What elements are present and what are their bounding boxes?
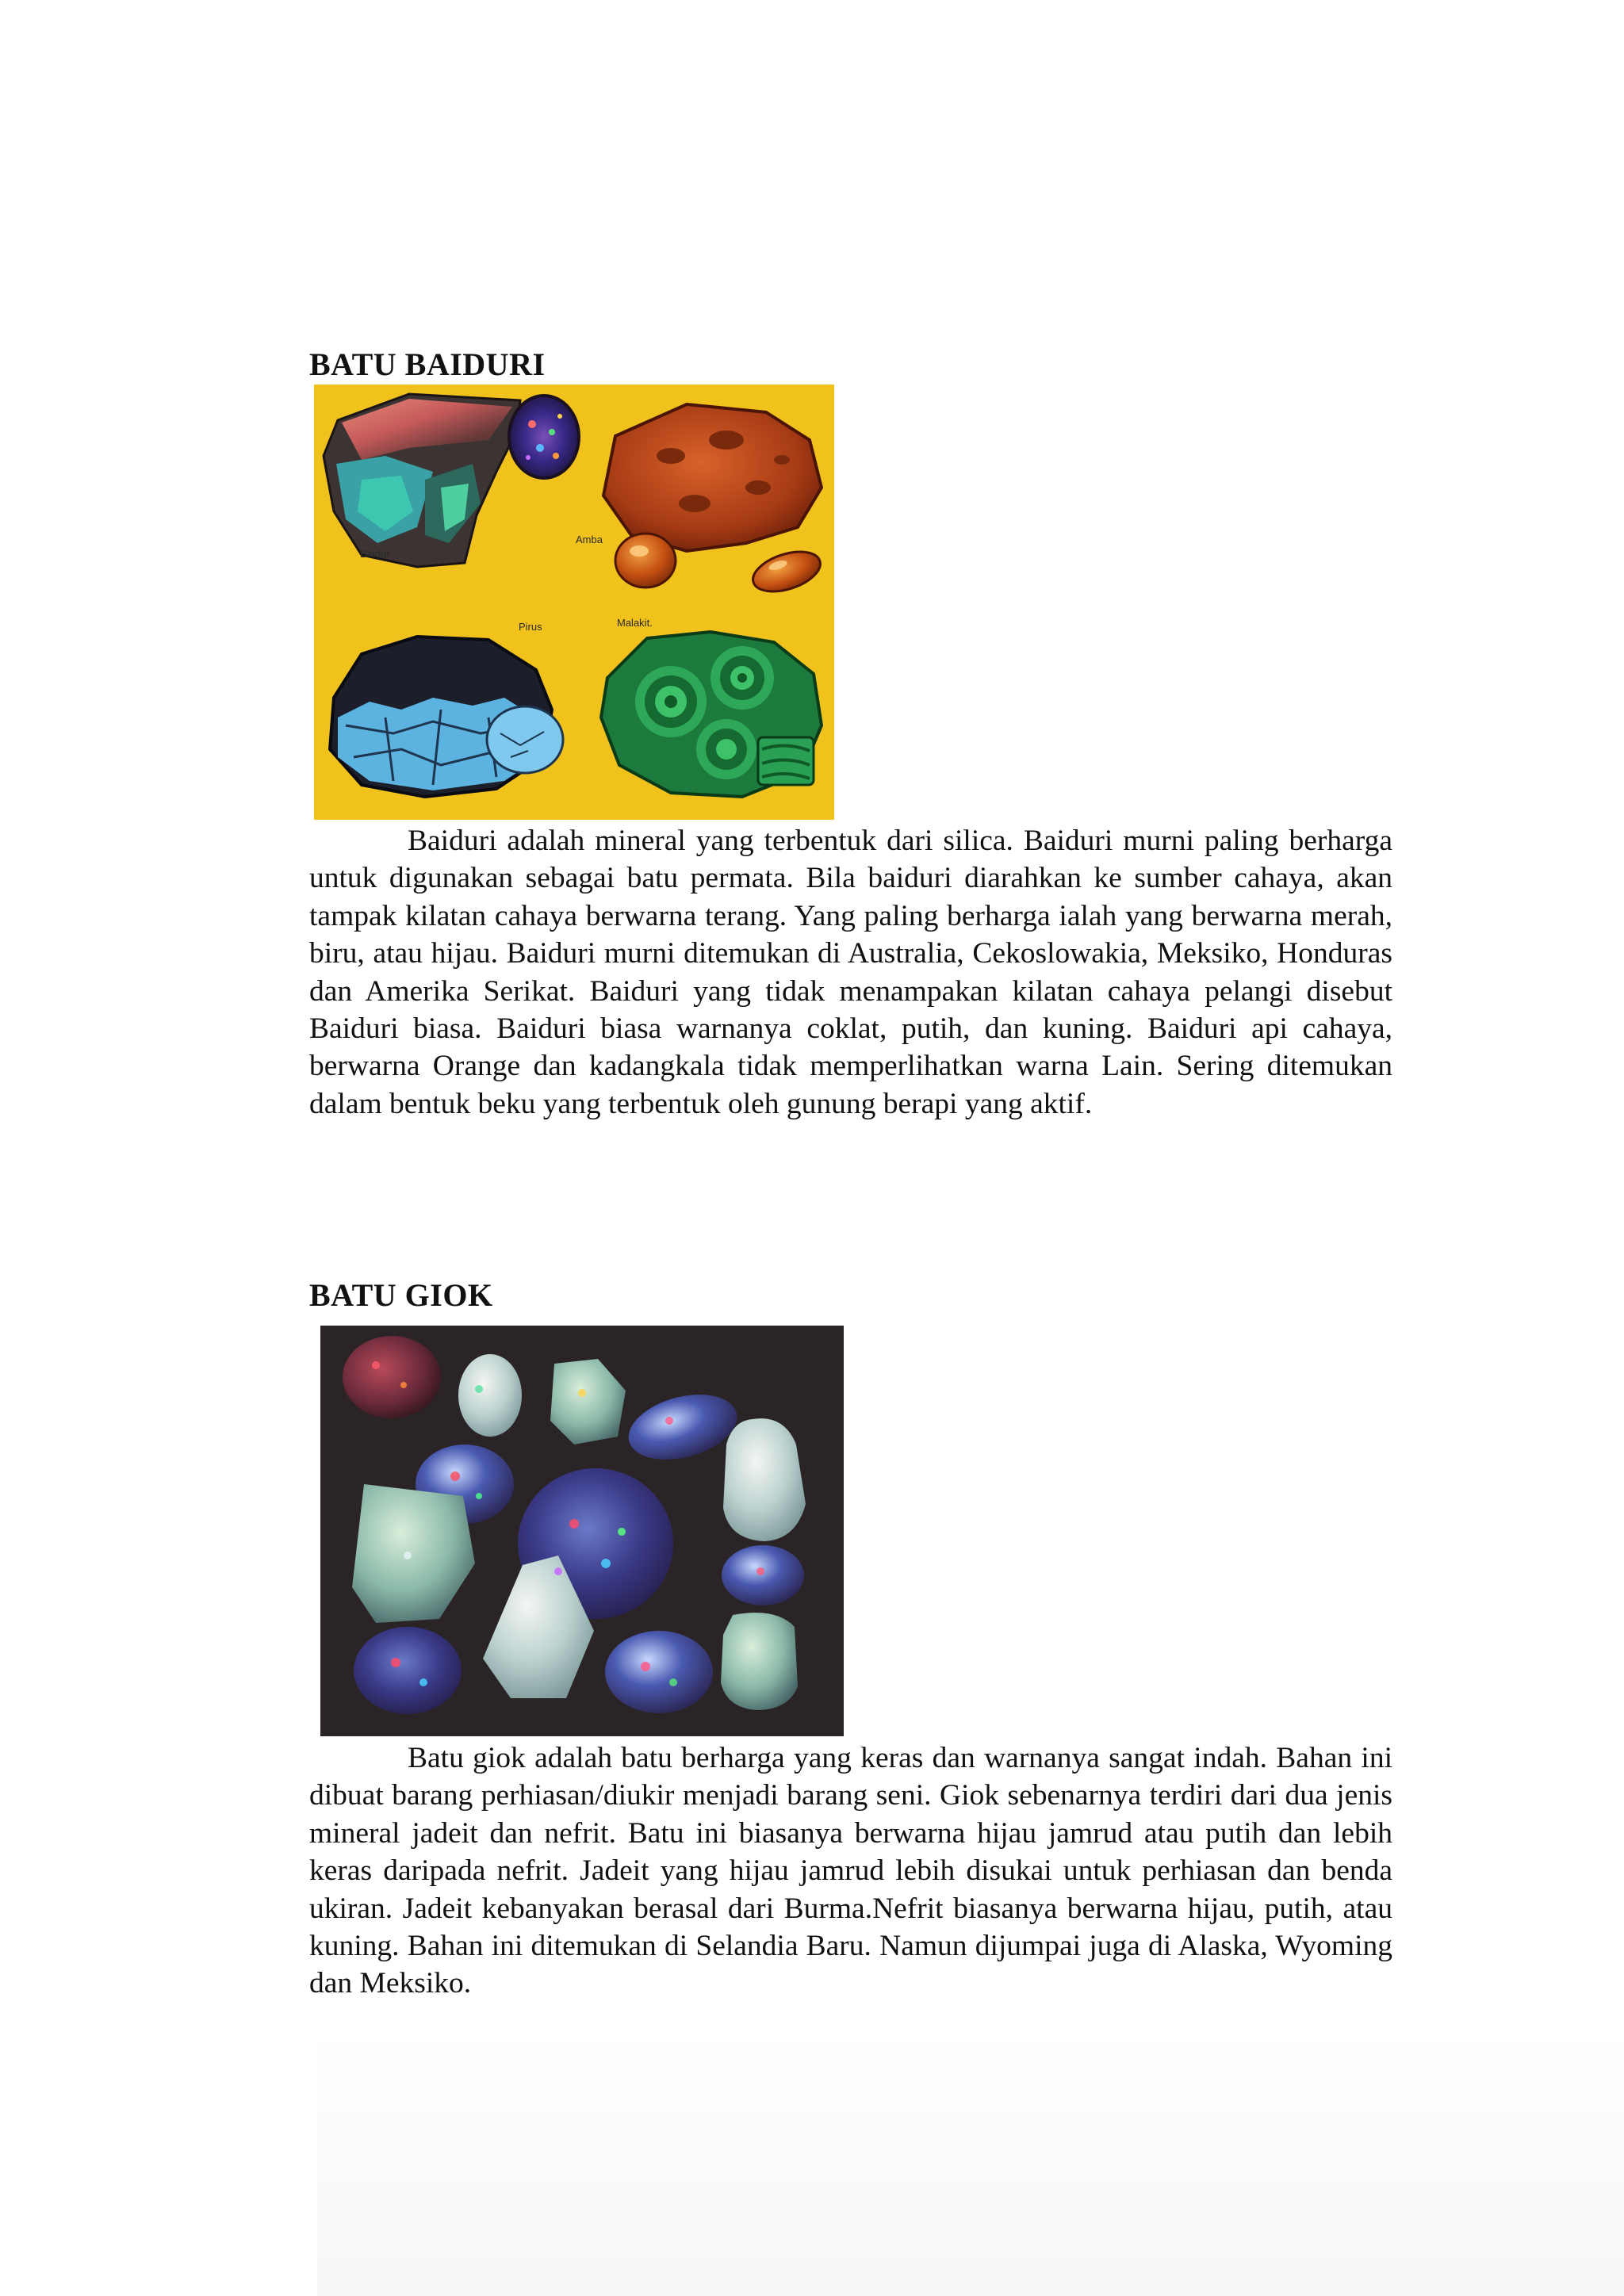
- figure-label-baiduri: Baidur: [360, 548, 390, 560]
- section-heading-baiduri: BATU BAIDURI: [309, 346, 546, 382]
- figure-label-amber: Amba: [576, 534, 603, 545]
- gemstone-illustration-figure: [314, 385, 834, 820]
- paragraph-baiduri: Baiduri adalah mineral yang terbentuk dari silica. Baiduri murni paling berharga untuk digunakan sebagai batu permata. Bila baiduri diarahkan ke sumber cahaya, akan tampak kilatan cahaya berwarna terang. Yang paling berharga ialah yang berwarna merah, biru, atau hijau. Baiduri murni ditemukan di Australia, Cekoslowakia, Meksiko, Honduras dan Amerika Serikat. Baiduri yang tidak menampakan kilatan cahaya pelangi disebut Baiduri biasa. Baiduri biasa warnanya coklat, putih, dan kuning. Baiduri api cahaya, berwarna Orange dan kadangkala tidak memperlihatkan warna Lain. Sering ditemukan dalam bentuk beku yang terbentuk oleh gunung berapi yang aktif.: [309, 825, 1392, 1120]
- opal-gems-photo-figure: [320, 1326, 844, 1736]
- figure-label-malakit: Malakit.: [617, 617, 653, 629]
- figure-label-pirus: Pirus: [519, 621, 542, 633]
- malachite-rock-icon: [601, 632, 822, 797]
- opal-cabochon-icon: [509, 396, 579, 478]
- page-shadow: [317, 2030, 1624, 2296]
- amber-rock-icon: [603, 404, 822, 551]
- section-heading-giok: BATU GIOK: [309, 1277, 493, 1313]
- paragraph-giok: Batu giok adalah batu berharga yang keras dan warnanya sangat indah. Bahan ini dibuat barang perhiasan/diukir menjadi barang seni. Giok sebenarnya terdiri dari dua jenis mineral jadeit dan nefrit. Batu ini biasanya berwarna hijau jamrud atau putih dan lebih keras daripada nefrit. Jadeit yang hijau jamrud lebih disukai untuk perhiasan dan benda ukiran. Jadeit kebanyakan berasal dari Burma.Nefrit biasanya berwarna hijau, putih, atau kuning. Bahan ini ditemukan di Selandia Baru. Namun dijumpai juga di Alaska, Wyoming dan Meksiko.: [309, 1742, 1392, 2000]
